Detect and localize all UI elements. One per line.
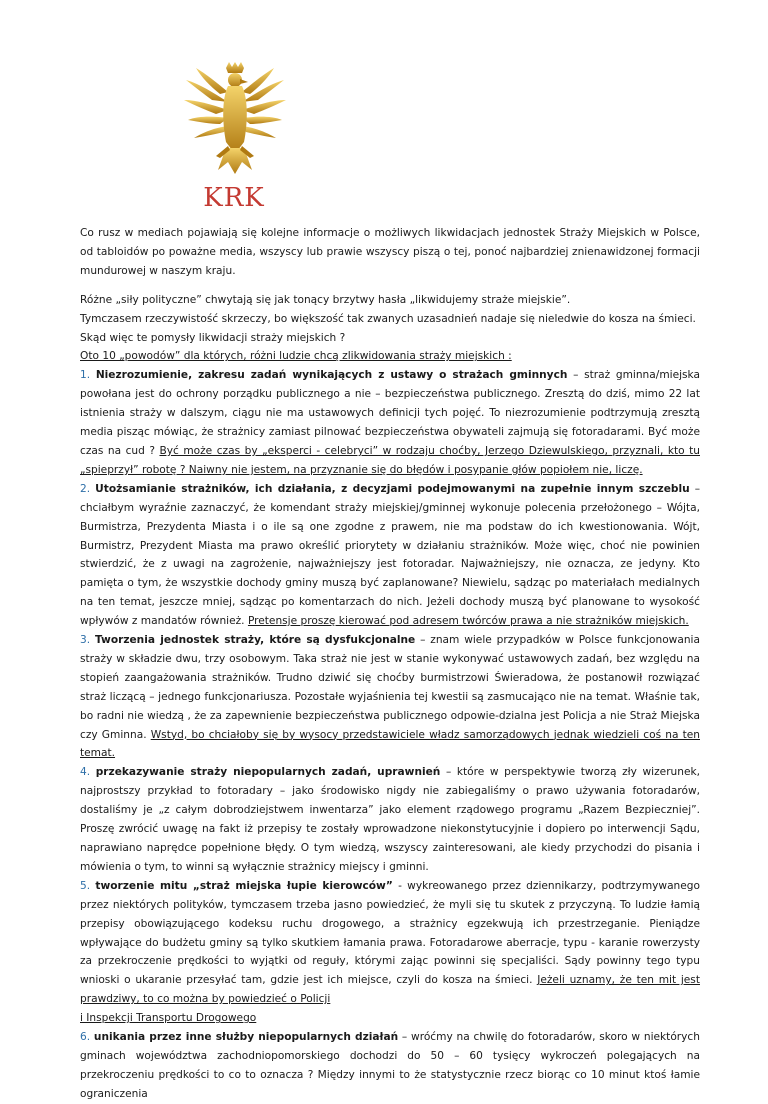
list-item-5: 5. tworzenie mitu „straż miejska łupie kierowców” - wykreowanego przez dziennikarzy, podtrzymywanego przez niektórych polityków, tymczasem trzeba jasno powiedzieć, że myli się tu skutek z przyczyną. To ludzie łamią przepisy obowiązującego kodeksu ruchu drogowego, a strażnicy egzekwują ich przestrzeganie. Pieniądze wpływające do budżetu gminy są tylko skutkiem łamania prawa. Fotoradarowe aberracje, typu - karanie rowerzysty za przekroczenie prędkości to wyjątki od reguły, którymi zając powinni się specjaliści. Sądy powinny tego typu wnioski o ukaranie przesyłać tam, gdzie jest ich miejsce, czyli do kosza na śmieci. Jeżeli uznamy, że ten mit jest prawdziwy, to co można by powiedzieć o Policji (80, 879, 700, 1006)
paragraph-political: Różne „siły polityczne” chwytają się jak tonący brzytwy hasła „likwidujemy straże miejskie”. (80, 293, 571, 306)
list-item-3: 3. Tworzenia jednostek straży, które są dysfukcjonalne – znam wiele przypadków w Polsce funkcjonowania straży w składzie dwu, trzy osobowym. Taka straż nie jest w stanie wykonywać ustawowych zadań, bez względu na stopień zaangażowania strażników. Trudno dziwić się choćby burmistrzowi Świeradowa, że postanowił rozwiązać straż liczącą – jednego funkcjonariusza. Pozostałe wyjaśnienia tej kwestii są zasmucająco nie na temat. Właśnie tak, bo radni nie wiedzą , że za zapewnienie bezpieczeństwa publicznego odpowie-dzialna jest Policja a nie Straż Miejska czy Gminna. Wstyd, bo chciałoby się by wysocy przedstawiciele władz samorządowych jednak wiedzieli coś na ten temat. (80, 634, 700, 760)
item-title: Tworzenia jednostek straży, które są dysfukcjonalne (94, 634, 416, 647)
logo-text: KRK (203, 183, 265, 212)
article-body (80, 224, 700, 1104)
item-title: tworzenie mitu „straż miejska łupie kierowców” (95, 879, 393, 892)
list-item-1: 1. Niezrozumienie, zakresu zadań wynikających z ustawy o strażach gminnych – straż gminna/miejska powołana jest do ochrony porządku publicznego a nie – bezpieczeństwa publicznego. Zresztą do dziś, mimo 22 lat istnienia straży w dalszym, ciągu nie ma ustawowych definicji tych pojęć. To niezrozumienie podtrzymują zresztą media pisząc mówiąc, że strażnicy zamiast pilnować bezpieczeństwa obywateli zajmują się fotoradarami. Być może czas na cud ? Być może czas by „eksperci - celebryci” w rodzaju choćby, Jerzego Dziewulskiego, przyznali, kto tu „spieprzył” robotę ? Naiwny nie jestem, na przyznanie się do błędów i posypanie głów popiołem nie, liczę. (80, 369, 700, 476)
item-title: unikania przez inne służby niepopularnych działań (93, 1031, 399, 1044)
item-title: Utożsamianie strażników, ich działania, z decyzjami podejmowanymi na zupełnie innym szczeblu (95, 482, 690, 495)
krk-eagle-logo (182, 62, 286, 212)
list-item-2: 2. Utożsamianie strażników, ich działania, z decyzjami podejmowanymi na zupełnie innym szczeblu – chciałbym wyraźnie zaznaczyć, że komendant straży miejskiej/gminnej wykonuje polecenia przełożonego – Wójta, Burmistrza, Prezydenta Miasta i o ile są one zgodne z prawem, nie ma podstaw do ich kwestionowania. Wójt, Burmistrz, Prezydent Miasta ma prawo określić priorytety w działaniu strażników. Może więc, choć nie powinien stwierdzić, że z uwagi na zagrożenie, najważniejszy jest fotoradar. Najważniejszy, nie oznacza, ze jedyny. Kto pamięta o tym, że wszystkie dochody gminy muszą być zaplanowane? Niewielu, sądząc po materiałach medialnych na ten temat, jeszcze mniej, sądząc po komentarzach do nich. Jeżeli dochody muszą być planowane to wysokość wpływów z mandatów również. Pretensje proszę kierować pod adresem twórców prawa a nie strażników miejskich. (80, 482, 701, 628)
intro-paragraph: Co rusz w mediach pojawiają się kolejne informacje o możliwych likwidacjach jednostek Straży Miejskich w Polsce, od tabloidów po poważne media, wszyscy lub prawie wszyscy piszą o tej, ponoć najbardziej znienawidzonej formacji mundurowej w naszym kraju. (80, 227, 700, 277)
paragraph-question: Skąd więc te pomysły likwidacji straży miejskich ? (80, 331, 346, 344)
item-title: Niezrozumienie, zakresu zadań wynikających z ustawy o strażach gminnych (95, 369, 568, 382)
list-item-6: 6. unikania przez inne służby niepopularnych działań – wróćmy na chwilę do fotoradarów, skoro w niektórych gminach województwa zachodniopomorskiego dochodzi do 50 – 60 tysięcy wykroczeń polegających na przekroczeniu prędkości to co to oznacza ? Między innymi to że statystycznie rzecz biorąc co 10 minut ktoś łamie ograniczenia (80, 1031, 700, 1100)
paragraph-reasons-heading: Oto 10 „powodów” dla których, różni ludzie chcą zlikwidowania straży miejskich : (80, 350, 512, 363)
paragraph-reality: Tymczasem rzeczywistość skrzeczy, bo większość tak zwanych uzasadnień nadaje się nieledwie do kosza na śmieci. (80, 312, 696, 325)
list-item-5-continuation: i Inspekcji Transportu Drogowego (80, 1012, 257, 1025)
item-title: przekazywanie straży niepopularnych zadań, uprawnień (95, 766, 441, 779)
list-item-4: 4. przekazywanie straży niepopularnych zadań, uprawnień – które w perspektywie tworzą zły wizerunek, najprostszy przykład to fotoradary – jako środowisko nigdy nie zabiegaliśmy o prawo używania fotoradarów, dostaliśmy je „z całym dobrodziejstwem inwentarza” jako element rządowego programu „Razem Bezpieczniej”. Proszę zwrócić uwagę na fakt iż przepisy te zostały wprowadzone niekonstytucyjnie i dopiero po interwencji Sądu, naprawiano naprędce popełnione błędy. O tym wiedzą, wszyscy zainteresowani, ale kiedy przychodzi do pisania i mówienia o tym, to winni są wyłącznie strażnicy miejscy i gminni. (80, 766, 701, 873)
